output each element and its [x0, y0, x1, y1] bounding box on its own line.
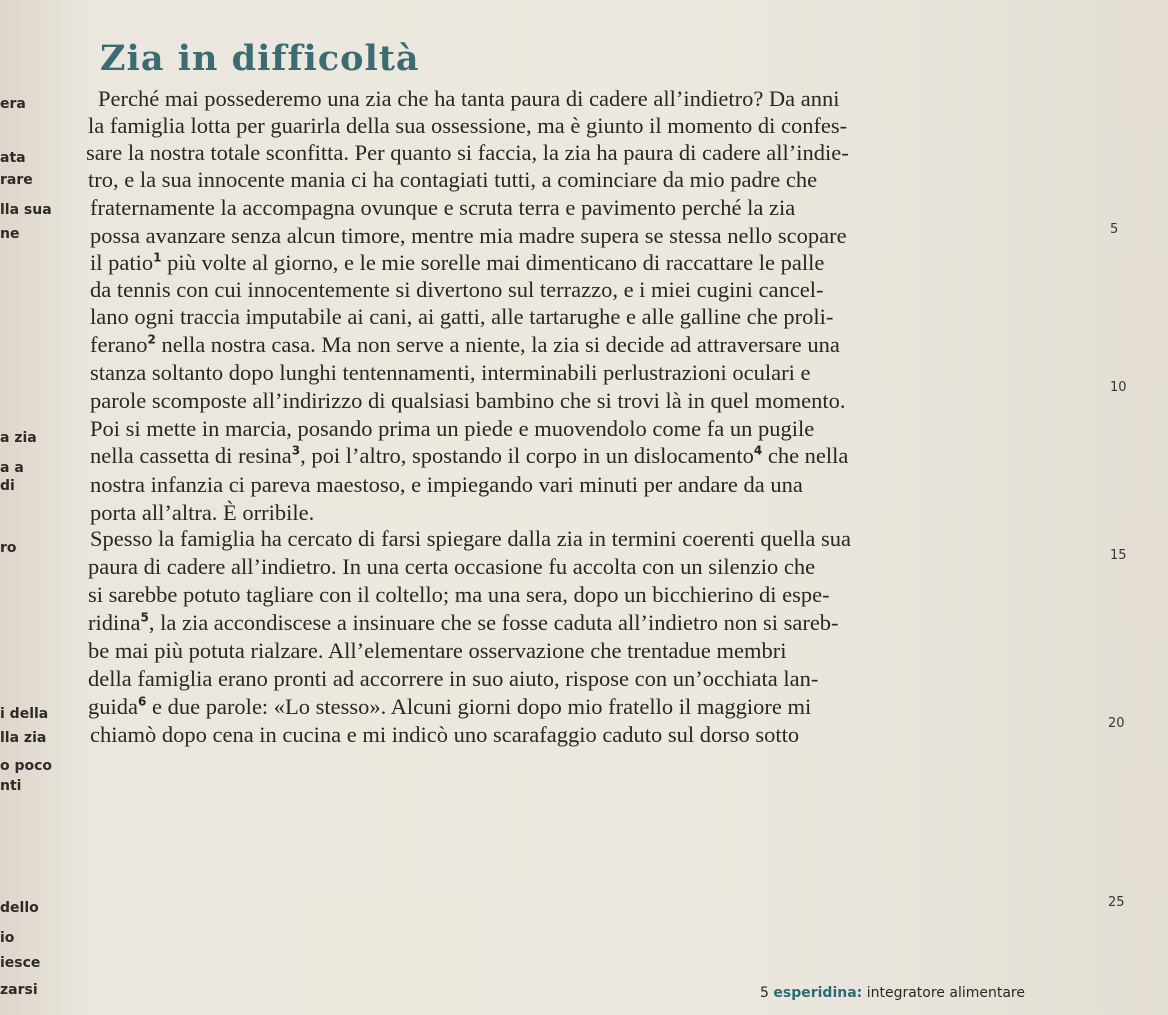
text-line: [90, 416, 814, 442]
text-line: [90, 526, 851, 552]
text-run: stanza soltanto dopo lunghi tentennamenti, interminabili perlustrazioni oculari e: [90, 360, 811, 385]
text-line: [90, 332, 840, 358]
text-run: parole scomposte all’indirizzo di qualsiasi bambino che si trovi là in quel momento.: [90, 388, 846, 413]
footnote-marker: 2: [147, 332, 156, 347]
margin-fragment: zarsi: [0, 982, 38, 998]
line-number: 25: [1108, 895, 1125, 910]
text-run: sare la nostra totale sconfitta. Per quanto si faccia, la zia ha paura di cadere all’indie-: [86, 140, 849, 165]
text-run: e due parole: «Lo stesso». Alcuni giorni dopo mio fratello il maggiore mi: [146, 694, 812, 719]
footnote-number: 5: [760, 985, 769, 1001]
margin-fragment: ata: [0, 150, 26, 166]
text-line: [90, 360, 810, 386]
margin-fragment: dello: [0, 900, 39, 916]
text-run: nella nostra casa. Ma non serve a niente, la zia si decide ad attraversare una: [155, 332, 840, 357]
line-number: 5: [1110, 222, 1119, 237]
margin-fragment: rare: [0, 172, 33, 188]
margin-fragment: era: [0, 96, 26, 112]
text-run: ferano: [90, 332, 148, 357]
text-run: nostra infanzia ci pareva maestoso, e impiegando vari minuti per andare da una: [90, 472, 803, 497]
margin-fragment: nti: [0, 778, 22, 794]
text-line: [88, 638, 786, 664]
text-line: [88, 694, 811, 720]
text-run: lano ogni traccia imputabile ai cani, ai gatti, alle tartarughe e alle galline che proli-: [90, 304, 834, 329]
text-run: nella cassetta di resina: [90, 443, 292, 468]
text-run: il patio: [90, 250, 154, 275]
text-run: Perché mai possederemo una zia che ha tanta paura di cadere all’indietro? Da anni: [98, 86, 840, 111]
text-line: [90, 195, 795, 221]
footnote-marker: 3: [291, 443, 301, 458]
text-run: chiamò dopo cena in cucina e mi indicò uno scarafaggio caduto sul dorso sotto: [90, 722, 800, 747]
margin-fragment: iesce: [0, 955, 41, 971]
margin-fragment: ro: [0, 540, 17, 556]
footnote-marker: 5: [140, 610, 149, 625]
page-title: Zia in difficoltà: [100, 38, 420, 79]
text-line: [88, 610, 839, 636]
margin-fragment: a zia: [0, 430, 37, 446]
line-number: 20: [1108, 716, 1125, 731]
text-line: [90, 388, 845, 414]
text-run: che nella: [762, 443, 849, 468]
text-run: be mai più potuta rialzare. All’elementare osservazione che trentadue membri: [88, 638, 787, 663]
margin-fragment: i della: [0, 706, 49, 722]
text-run: più volte al giorno, e le mie sorelle mai dimenticano di raccattare le palle: [161, 250, 825, 275]
text-line: [90, 304, 833, 330]
text-line: [90, 722, 799, 748]
margin-fragment: ne: [0, 226, 20, 242]
margin-fragment: di: [0, 478, 15, 494]
text-run: , la zia accondiscese a insinuare che se fosse caduta all’indietro non si sareb-: [148, 610, 839, 635]
footnote-marker: 1: [153, 250, 162, 265]
text-run: porta all’altra. È orribile.: [90, 500, 315, 525]
text-run: guida: [88, 694, 138, 719]
left-margin-fragments: [0, 0, 80, 1015]
text-run: Spesso la famiglia ha cercato di farsi spiegare dalla zia in termini coerenti quella sua: [90, 526, 851, 551]
text-run: da tennis con cui innocentemente si divertono sul terrazzo, e i miei cugini cancel-: [90, 277, 824, 302]
text-line: [88, 666, 818, 692]
line-number: 15: [1110, 548, 1127, 563]
text-run: fraternamente la accompagna ovunque e scruta terra e pavimento perché la zia: [90, 195, 796, 220]
text-run: la famiglia lotta per guarirla della sua ossessione, ma è giunto il momento di confes-: [88, 113, 848, 138]
text-run: Poi si mette in marcia, posando prima un piede e muovendolo come fa un pugile: [90, 416, 815, 441]
text-line: [88, 582, 830, 608]
margin-fragment: io: [0, 930, 15, 946]
text-line: [90, 472, 803, 498]
text-run: si sarebbe potuto tagliare con il coltello; ma una sera, dopo un bicchierino di espe-: [88, 582, 830, 607]
text-line: [86, 140, 849, 166]
footnote-term: esperidina:: [773, 985, 863, 1001]
text-run: tro, e la sua innocente mania ci ha contagiati tutti, a cominciare da mio padre che: [88, 167, 818, 192]
text-run: della famiglia erano pronti ad accorrere in suo aiuto, rispose con un’occhiata lan-: [88, 666, 819, 691]
footnote: [760, 985, 1025, 1001]
line-number: 10: [1110, 380, 1127, 395]
margin-fragment: lla zia: [0, 730, 47, 746]
text-line: [90, 223, 847, 249]
text-line: [88, 113, 847, 139]
footnote-marker: 4: [753, 443, 763, 458]
margin-fragment: o poco: [0, 758, 53, 774]
text-run: , poi l’altro, spostando il corpo in un dislocamento: [300, 443, 754, 468]
text-line: [90, 250, 824, 276]
text-run: possa avanzare senza alcun timore, mentre mia madre supera se stessa nello scopare: [90, 223, 847, 248]
text-line: [90, 500, 314, 526]
text-run: ridina: [88, 610, 141, 635]
text-run: paura di cadere all’indietro. In una certa occasione fu accolta con un silenzio che: [88, 554, 816, 579]
text-line: [88, 167, 817, 193]
footnote-text: integratore alimentare: [862, 985, 1025, 1001]
margin-fragment: a a: [0, 460, 24, 476]
text-line: [98, 86, 840, 112]
margin-fragment: lla sua: [0, 202, 52, 218]
text-line: [90, 277, 823, 303]
text-line: [90, 443, 848, 469]
footnote-marker: 6: [138, 694, 147, 709]
text-line: [88, 554, 815, 580]
